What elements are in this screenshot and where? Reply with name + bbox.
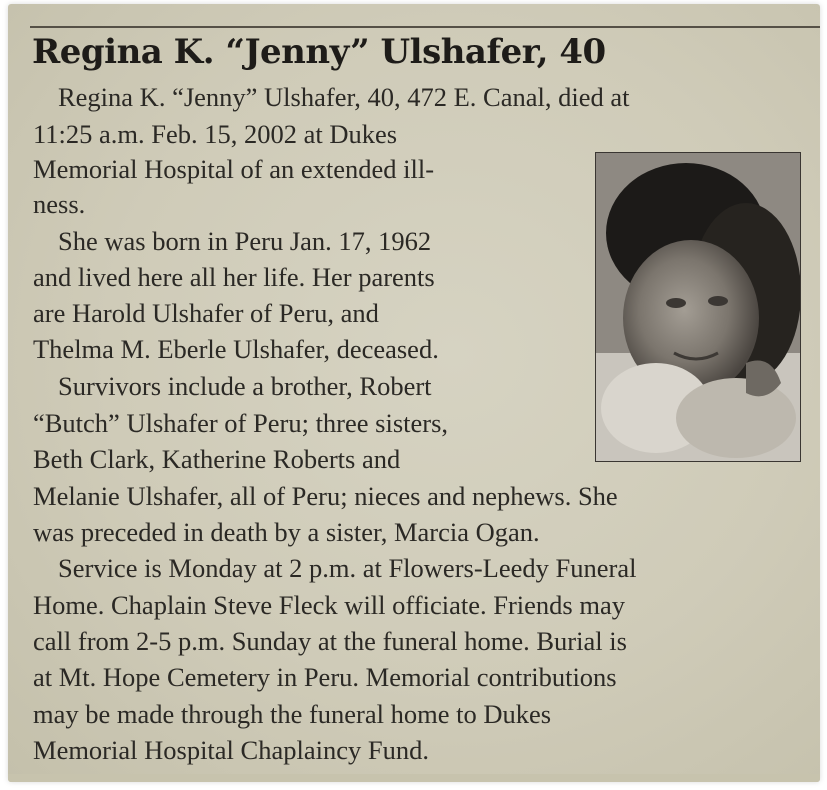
body-line: Memorial Hospital of an extended ill-: [33, 154, 435, 184]
body-line: She was born in Peru Jan. 17, 1962: [58, 226, 432, 256]
bottom-edge: [8, 774, 820, 782]
body-line: Memorial Hospital Chaplaincy Fund.: [33, 735, 429, 765]
body-line: Survivors include a brother, Robert: [58, 371, 432, 401]
body-line: Thelma M. Eberle Ulshafer, deceased.: [33, 334, 439, 364]
body-line: Melanie Ulshafer, all of Peru; nieces and nephews. She: [33, 481, 618, 511]
newspaper-clipping: [8, 4, 820, 782]
body-line: “Butch” Ulshafer of Peru; three sisters,: [33, 408, 449, 438]
body-line: 11:25 a.m. Feb. 15, 2002 at Dukes: [33, 119, 398, 149]
portrait-illustration: [596, 153, 800, 461]
obituary-headline: Regina K. “Jenny” Ulshafer, 40: [32, 32, 606, 72]
body-line: call from 2-5 p.m. Sunday at the funeral home. Burial is: [33, 626, 627, 656]
body-line: was preceded in death by a sister, Marcia Ogan.: [33, 517, 540, 547]
body-line: may be made through the funeral home to Dukes: [33, 699, 552, 729]
body-line: are Harold Ulshafer of Peru, and: [33, 298, 379, 328]
body-line: ness.: [33, 189, 86, 219]
portrait-photo: [595, 152, 801, 462]
body-line: at Mt. Hope Cemetery in Peru. Memorial contributions: [33, 662, 617, 692]
body-line: Regina K. “Jenny” Ulshafer, 40, 472 E. Canal, died at: [58, 82, 630, 112]
body-line: Service is Monday at 2 p.m. at Flowers-Leedy Funeral: [58, 553, 637, 583]
body-line: Home. Chaplain Steve Fleck will officiate. Friends may: [33, 590, 625, 620]
body-line: and lived here all her life. Her parents: [33, 262, 435, 292]
top-rule: [30, 26, 820, 28]
body-line: Beth Clark, Katherine Roberts and: [33, 444, 401, 474]
